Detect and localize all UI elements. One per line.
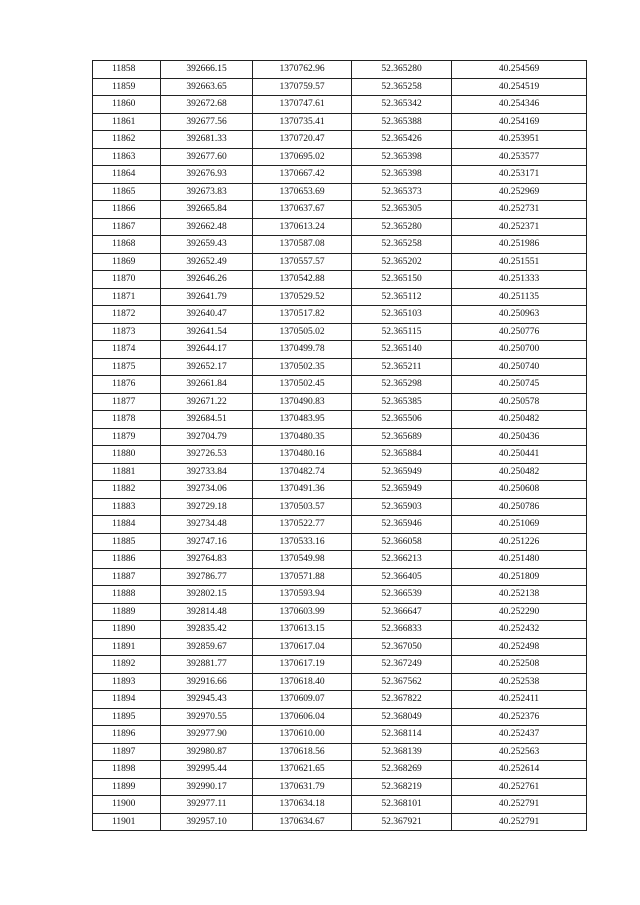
y-coordinate-cell: 1370490.83 — [253, 393, 352, 411]
x-coordinate-cell: 392802.15 — [161, 586, 253, 604]
x-coordinate-cell: 392881.77 — [161, 656, 253, 674]
longitude-cell: 40.252432 — [452, 621, 587, 639]
longitude-cell: 40.250441 — [452, 446, 587, 464]
table-row — [93, 288, 587, 306]
point-id-cell: 11864 — [93, 166, 161, 184]
x-coordinate-cell: 392671.22 — [161, 393, 253, 411]
point-id-cell: 11882 — [93, 481, 161, 499]
table-row — [93, 481, 587, 499]
x-coordinate-cell: 392652.17 — [161, 358, 253, 376]
table-row — [93, 428, 587, 446]
y-coordinate-cell: 1370634.18 — [253, 796, 352, 814]
longitude-cell: 40.250786 — [452, 498, 587, 516]
longitude-cell: 40.250482 — [452, 411, 587, 429]
table-row — [93, 236, 587, 254]
x-coordinate-cell: 392977.90 — [161, 726, 253, 744]
y-coordinate-cell: 1370631.79 — [253, 778, 352, 796]
y-coordinate-cell: 1370613.24 — [253, 218, 352, 236]
latitude-cell: 52.367562 — [352, 673, 452, 691]
y-coordinate-cell: 1370522.77 — [253, 516, 352, 534]
latitude-cell: 52.365298 — [352, 376, 452, 394]
point-id-cell: 11875 — [93, 358, 161, 376]
x-coordinate-cell: 392995.44 — [161, 761, 253, 779]
table-row — [93, 516, 587, 534]
longitude-cell: 40.250608 — [452, 481, 587, 499]
longitude-cell: 40.254169 — [452, 113, 587, 131]
latitude-cell: 52.367050 — [352, 638, 452, 656]
y-coordinate-cell: 1370480.16 — [253, 446, 352, 464]
x-coordinate-cell: 392957.10 — [161, 813, 253, 831]
latitude-cell: 52.368114 — [352, 726, 452, 744]
y-coordinate-cell: 1370517.82 — [253, 306, 352, 324]
point-id-cell: 11869 — [93, 253, 161, 271]
x-coordinate-cell: 392677.60 — [161, 148, 253, 166]
longitude-cell: 40.252791 — [452, 796, 587, 814]
y-coordinate-cell: 1370502.35 — [253, 358, 352, 376]
latitude-cell: 52.365949 — [352, 463, 452, 481]
y-coordinate-cell: 1370603.99 — [253, 603, 352, 621]
longitude-cell: 40.252411 — [452, 691, 587, 709]
point-id-cell: 11900 — [93, 796, 161, 814]
latitude-cell: 52.365342 — [352, 96, 452, 114]
table-row — [93, 796, 587, 814]
x-coordinate-cell: 392835.42 — [161, 621, 253, 639]
longitude-cell: 40.250700 — [452, 341, 587, 359]
x-coordinate-cell: 392764.83 — [161, 551, 253, 569]
x-coordinate-cell: 392659.43 — [161, 236, 253, 254]
latitude-cell: 52.368049 — [352, 708, 452, 726]
latitude-cell: 52.365115 — [352, 323, 452, 341]
latitude-cell: 52.365398 — [352, 148, 452, 166]
y-coordinate-cell: 1370542.88 — [253, 271, 352, 289]
y-coordinate-cell: 1370613.15 — [253, 621, 352, 639]
x-coordinate-cell: 392684.51 — [161, 411, 253, 429]
y-coordinate-cell: 1370667.42 — [253, 166, 352, 184]
latitude-cell: 52.365202 — [352, 253, 452, 271]
table-row — [93, 113, 587, 131]
longitude-cell: 40.251551 — [452, 253, 587, 271]
longitude-cell: 40.252563 — [452, 743, 587, 761]
coordinates-table-body — [93, 61, 587, 831]
latitude-cell: 52.366213 — [352, 551, 452, 569]
x-coordinate-cell: 392663.65 — [161, 78, 253, 96]
x-coordinate-cell: 392747.16 — [161, 533, 253, 551]
latitude-cell: 52.365211 — [352, 358, 452, 376]
longitude-cell: 40.252376 — [452, 708, 587, 726]
point-id-cell: 11860 — [93, 96, 161, 114]
y-coordinate-cell: 1370735.41 — [253, 113, 352, 131]
point-id-cell: 11859 — [93, 78, 161, 96]
latitude-cell: 52.365946 — [352, 516, 452, 534]
table-row — [93, 726, 587, 744]
point-id-cell: 11878 — [93, 411, 161, 429]
y-coordinate-cell: 1370617.04 — [253, 638, 352, 656]
x-coordinate-cell: 392859.67 — [161, 638, 253, 656]
latitude-cell: 52.365112 — [352, 288, 452, 306]
x-coordinate-cell: 392665.84 — [161, 201, 253, 219]
y-coordinate-cell: 1370503.57 — [253, 498, 352, 516]
latitude-cell: 52.365103 — [352, 306, 452, 324]
point-id-cell: 11885 — [93, 533, 161, 551]
table-row — [93, 358, 587, 376]
longitude-cell: 40.250436 — [452, 428, 587, 446]
latitude-cell: 52.365903 — [352, 498, 452, 516]
latitude-cell: 52.367921 — [352, 813, 452, 831]
x-coordinate-cell: 392641.79 — [161, 288, 253, 306]
point-id-cell: 11866 — [93, 201, 161, 219]
table-row — [93, 778, 587, 796]
longitude-cell: 40.251226 — [452, 533, 587, 551]
y-coordinate-cell: 1370549.98 — [253, 551, 352, 569]
latitude-cell: 52.365398 — [352, 166, 452, 184]
latitude-cell: 52.365150 — [352, 271, 452, 289]
longitude-cell: 40.250740 — [452, 358, 587, 376]
point-id-cell: 11872 — [93, 306, 161, 324]
table-row — [93, 201, 587, 219]
longitude-cell: 40.251809 — [452, 568, 587, 586]
table-row — [93, 341, 587, 359]
table-row — [93, 446, 587, 464]
latitude-cell: 52.366539 — [352, 586, 452, 604]
longitude-cell: 40.252538 — [452, 673, 587, 691]
x-coordinate-cell: 392945.43 — [161, 691, 253, 709]
y-coordinate-cell: 1370533.16 — [253, 533, 352, 551]
longitude-cell: 40.253577 — [452, 148, 587, 166]
point-id-cell: 11874 — [93, 341, 161, 359]
longitude-cell: 40.252731 — [452, 201, 587, 219]
table-row — [93, 306, 587, 324]
longitude-cell: 40.251333 — [452, 271, 587, 289]
longitude-cell: 40.254569 — [452, 61, 587, 79]
x-coordinate-cell: 392726.53 — [161, 446, 253, 464]
point-id-cell: 11883 — [93, 498, 161, 516]
point-id-cell: 11901 — [93, 813, 161, 831]
point-id-cell: 11891 — [93, 638, 161, 656]
latitude-cell: 52.365280 — [352, 61, 452, 79]
x-coordinate-cell: 392662.48 — [161, 218, 253, 236]
y-coordinate-cell: 1370557.57 — [253, 253, 352, 271]
x-coordinate-cell: 392681.33 — [161, 131, 253, 149]
table-row — [93, 691, 587, 709]
x-coordinate-cell: 392916.66 — [161, 673, 253, 691]
y-coordinate-cell: 1370695.02 — [253, 148, 352, 166]
longitude-cell: 40.254519 — [452, 78, 587, 96]
longitude-cell: 40.253171 — [452, 166, 587, 184]
latitude-cell: 52.365388 — [352, 113, 452, 131]
x-coordinate-cell: 392644.17 — [161, 341, 253, 359]
longitude-cell: 40.252498 — [452, 638, 587, 656]
y-coordinate-cell: 1370634.67 — [253, 813, 352, 831]
longitude-cell: 40.254346 — [452, 96, 587, 114]
point-id-cell: 11895 — [93, 708, 161, 726]
table-row — [93, 411, 587, 429]
y-coordinate-cell: 1370637.67 — [253, 201, 352, 219]
longitude-cell: 40.250963 — [452, 306, 587, 324]
table-row — [93, 743, 587, 761]
x-coordinate-cell: 392673.83 — [161, 183, 253, 201]
x-coordinate-cell: 392786.77 — [161, 568, 253, 586]
x-coordinate-cell: 392970.55 — [161, 708, 253, 726]
x-coordinate-cell: 392646.26 — [161, 271, 253, 289]
point-id-cell: 11892 — [93, 656, 161, 674]
latitude-cell: 52.365426 — [352, 131, 452, 149]
latitude-cell: 52.365884 — [352, 446, 452, 464]
x-coordinate-cell: 392676.93 — [161, 166, 253, 184]
latitude-cell: 52.365258 — [352, 236, 452, 254]
table-row — [93, 271, 587, 289]
coordinates-table — [92, 60, 587, 831]
point-id-cell: 11871 — [93, 288, 161, 306]
longitude-cell: 40.253951 — [452, 131, 587, 149]
longitude-cell: 40.251069 — [452, 516, 587, 534]
table-row — [93, 708, 587, 726]
latitude-cell: 52.366058 — [352, 533, 452, 551]
table-row — [93, 463, 587, 481]
point-id-cell: 11870 — [93, 271, 161, 289]
latitude-cell: 52.365280 — [352, 218, 452, 236]
latitude-cell: 52.368101 — [352, 796, 452, 814]
table-row — [93, 61, 587, 79]
table-row — [93, 166, 587, 184]
point-id-cell: 11886 — [93, 551, 161, 569]
latitude-cell: 52.367249 — [352, 656, 452, 674]
longitude-cell: 40.251480 — [452, 551, 587, 569]
x-coordinate-cell: 392641.54 — [161, 323, 253, 341]
point-id-cell: 11893 — [93, 673, 161, 691]
longitude-cell: 40.252761 — [452, 778, 587, 796]
point-id-cell: 11884 — [93, 516, 161, 534]
x-coordinate-cell: 392734.48 — [161, 516, 253, 534]
y-coordinate-cell: 1370618.56 — [253, 743, 352, 761]
point-id-cell: 11894 — [93, 691, 161, 709]
y-coordinate-cell: 1370653.69 — [253, 183, 352, 201]
table-row — [93, 533, 587, 551]
table-row — [93, 638, 587, 656]
y-coordinate-cell: 1370571.88 — [253, 568, 352, 586]
point-id-cell: 11879 — [93, 428, 161, 446]
x-coordinate-cell: 392661.84 — [161, 376, 253, 394]
table-row — [93, 96, 587, 114]
longitude-cell: 40.252614 — [452, 761, 587, 779]
table-row — [93, 761, 587, 779]
y-coordinate-cell: 1370617.19 — [253, 656, 352, 674]
longitude-cell: 40.251135 — [452, 288, 587, 306]
latitude-cell: 52.365258 — [352, 78, 452, 96]
point-id-cell: 11861 — [93, 113, 161, 131]
latitude-cell: 52.366405 — [352, 568, 452, 586]
y-coordinate-cell: 1370482.74 — [253, 463, 352, 481]
longitude-cell: 40.251986 — [452, 236, 587, 254]
point-id-cell: 11867 — [93, 218, 161, 236]
x-coordinate-cell: 392990.17 — [161, 778, 253, 796]
point-id-cell: 11862 — [93, 131, 161, 149]
x-coordinate-cell: 392734.06 — [161, 481, 253, 499]
point-id-cell: 11873 — [93, 323, 161, 341]
latitude-cell: 52.366647 — [352, 603, 452, 621]
table-row — [93, 393, 587, 411]
y-coordinate-cell: 1370505.02 — [253, 323, 352, 341]
table-row — [93, 498, 587, 516]
y-coordinate-cell: 1370762.96 — [253, 61, 352, 79]
longitude-cell: 40.252437 — [452, 726, 587, 744]
longitude-cell: 40.250745 — [452, 376, 587, 394]
point-id-cell: 11889 — [93, 603, 161, 621]
longitude-cell: 40.252969 — [452, 183, 587, 201]
point-id-cell: 11863 — [93, 148, 161, 166]
table-row — [93, 78, 587, 96]
longitude-cell: 40.252138 — [452, 586, 587, 604]
table-row — [93, 673, 587, 691]
y-coordinate-cell: 1370609.07 — [253, 691, 352, 709]
x-coordinate-cell: 392729.18 — [161, 498, 253, 516]
longitude-cell: 40.250578 — [452, 393, 587, 411]
table-row — [93, 323, 587, 341]
y-coordinate-cell: 1370587.08 — [253, 236, 352, 254]
x-coordinate-cell: 392666.15 — [161, 61, 253, 79]
x-coordinate-cell: 392980.87 — [161, 743, 253, 761]
y-coordinate-cell: 1370499.78 — [253, 341, 352, 359]
latitude-cell: 52.365140 — [352, 341, 452, 359]
point-id-cell: 11897 — [93, 743, 161, 761]
longitude-cell: 40.252791 — [452, 813, 587, 831]
table-row — [93, 376, 587, 394]
table-row — [93, 656, 587, 674]
point-id-cell: 11880 — [93, 446, 161, 464]
table-row — [93, 148, 587, 166]
latitude-cell: 52.368269 — [352, 761, 452, 779]
y-coordinate-cell: 1370483.95 — [253, 411, 352, 429]
longitude-cell: 40.252508 — [452, 656, 587, 674]
latitude-cell: 52.368139 — [352, 743, 452, 761]
table-row — [93, 131, 587, 149]
y-coordinate-cell: 1370593.94 — [253, 586, 352, 604]
y-coordinate-cell: 1370480.35 — [253, 428, 352, 446]
table-row — [93, 551, 587, 569]
point-id-cell: 11881 — [93, 463, 161, 481]
latitude-cell: 52.365385 — [352, 393, 452, 411]
latitude-cell: 52.365373 — [352, 183, 452, 201]
point-id-cell: 11868 — [93, 236, 161, 254]
latitude-cell: 52.366833 — [352, 621, 452, 639]
point-id-cell: 11858 — [93, 61, 161, 79]
y-coordinate-cell: 1370621.65 — [253, 761, 352, 779]
longitude-cell: 40.252371 — [452, 218, 587, 236]
y-coordinate-cell: 1370747.61 — [253, 96, 352, 114]
x-coordinate-cell: 392652.49 — [161, 253, 253, 271]
longitude-cell: 40.252290 — [452, 603, 587, 621]
table-row — [93, 603, 587, 621]
point-id-cell: 11887 — [93, 568, 161, 586]
x-coordinate-cell: 392672.68 — [161, 96, 253, 114]
latitude-cell: 52.365305 — [352, 201, 452, 219]
latitude-cell: 52.365949 — [352, 481, 452, 499]
point-id-cell: 11876 — [93, 376, 161, 394]
table-row — [93, 183, 587, 201]
point-id-cell: 11899 — [93, 778, 161, 796]
table-row — [93, 813, 587, 831]
y-coordinate-cell: 1370606.04 — [253, 708, 352, 726]
longitude-cell: 40.250482 — [452, 463, 587, 481]
latitude-cell: 52.367822 — [352, 691, 452, 709]
y-coordinate-cell: 1370720.47 — [253, 131, 352, 149]
x-coordinate-cell: 392677.56 — [161, 113, 253, 131]
y-coordinate-cell: 1370502.45 — [253, 376, 352, 394]
y-coordinate-cell: 1370529.52 — [253, 288, 352, 306]
point-id-cell: 11896 — [93, 726, 161, 744]
point-id-cell: 11890 — [93, 621, 161, 639]
point-id-cell: 11898 — [93, 761, 161, 779]
y-coordinate-cell: 1370610.00 — [253, 726, 352, 744]
latitude-cell: 52.365506 — [352, 411, 452, 429]
table-row — [93, 218, 587, 236]
table-row — [93, 568, 587, 586]
point-id-cell: 11888 — [93, 586, 161, 604]
table-row — [93, 586, 587, 604]
table-row — [93, 253, 587, 271]
x-coordinate-cell: 392733.84 — [161, 463, 253, 481]
point-id-cell: 11877 — [93, 393, 161, 411]
table-row — [93, 621, 587, 639]
x-coordinate-cell: 392640.47 — [161, 306, 253, 324]
y-coordinate-cell: 1370759.57 — [253, 78, 352, 96]
latitude-cell: 52.365689 — [352, 428, 452, 446]
x-coordinate-cell: 392977.11 — [161, 796, 253, 814]
point-id-cell: 11865 — [93, 183, 161, 201]
latitude-cell: 52.368219 — [352, 778, 452, 796]
y-coordinate-cell: 1370491.36 — [253, 481, 352, 499]
y-coordinate-cell: 1370618.40 — [253, 673, 352, 691]
x-coordinate-cell: 392704.79 — [161, 428, 253, 446]
longitude-cell: 40.250776 — [452, 323, 587, 341]
x-coordinate-cell: 392814.48 — [161, 603, 253, 621]
